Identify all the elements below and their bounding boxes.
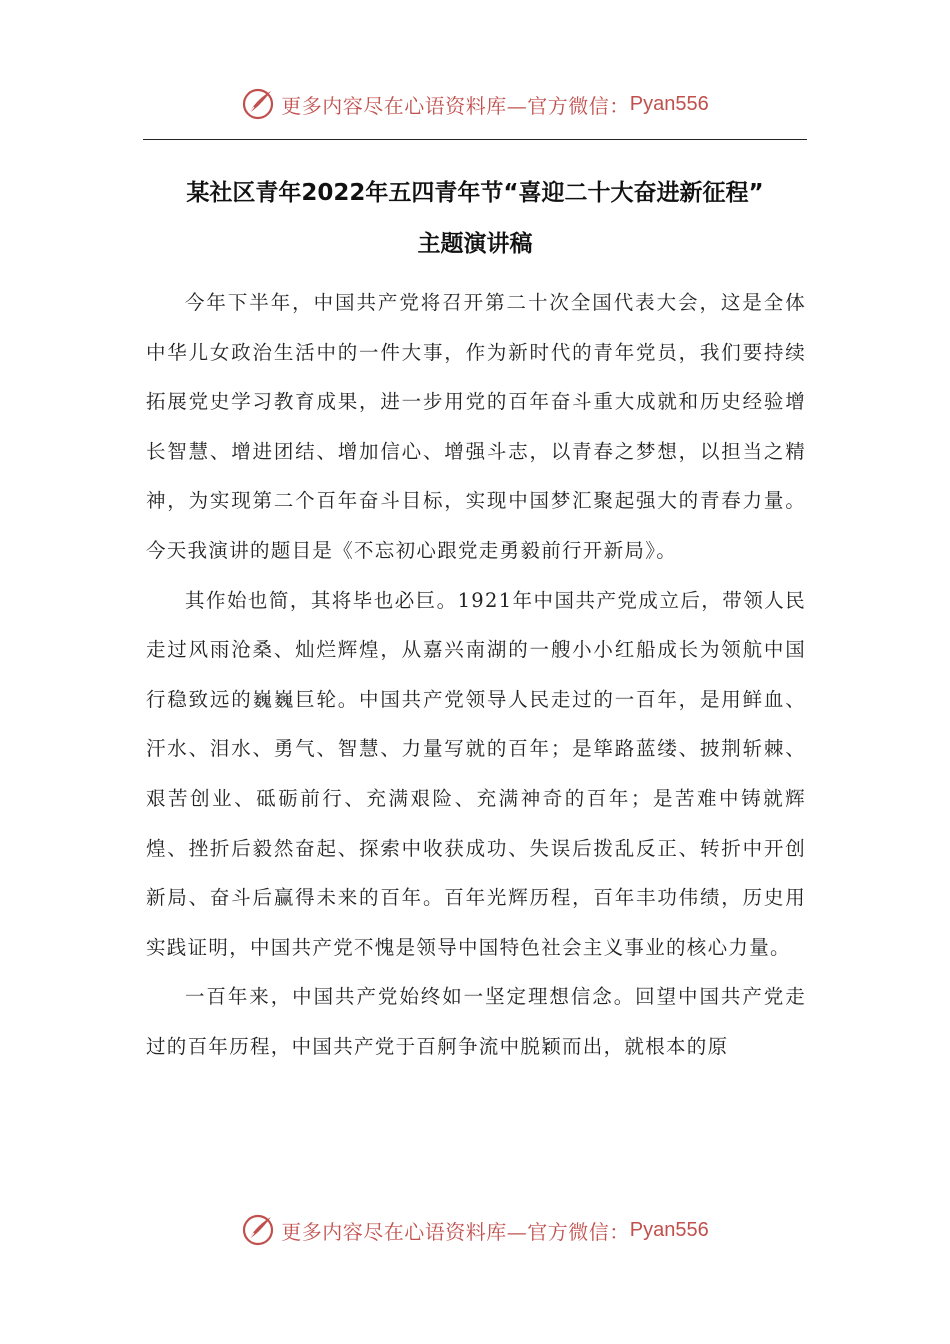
document-body <box>146 278 806 1072</box>
footer-banner <box>0 1210 950 1250</box>
header-banner-text: 更多内容尽在心语资料库—官方微信： <box>281 93 630 118</box>
document-title <box>130 168 820 270</box>
paragraph-2: 其作始也简，其将毕也必巨。1921年中国共产党成立后，带领人民走过风雨沧桑、灿烂辉煌，从嘉兴南湖的一艘小小红船成长为领航中国行稳致远的巍巍巨轮。中国共产党领导人民走过的一百年，是用鲜血、汗水、泪水、勇气、智慧、力量写就的百年；是筚路蓝缕、披荆斩棘、艰苦创业、砥砺前行、充满艰险、充满神奇的百年；是苦难中铸就辉煌、挫折后毅然奋起、探索中收获成功、失误后拨乱反正、转折中开创新局、奋斗后赢得未来的百年。百年光辉历程，百年丰功伟绩，历史用实践证明，中国共产党不愧是领导中国特色社会主义事业的核心力量。 <box>146 588 806 959</box>
title-line-1: 某社区青年2022年五四青年节“喜迎二十大奋进新征程” <box>186 180 764 206</box>
header-divider <box>143 139 807 140</box>
footer-wechat-id: Pyan556 <box>629 1218 709 1241</box>
header-wechat-id: Pyan556 <box>629 92 709 115</box>
paragraph-1: 今年下半年，中国共产党将召开第二十次全国代表大会，这是全体中华儿女政治生活中的一件大事，作为新时代的青年党员，我们要持续拓展党史学习教育成果，进一步用党的百年奋斗重大成就和历史经验增长智慧、增进团结、增加信心、增强斗志，以青春之梦想，以担当之精神，为实现第二个百年奋斗目标，实现中国梦汇聚起强大的青春力量。今天我演讲的题目是《不忘初心跟党走勇毅前行开新局》。 <box>146 291 806 562</box>
quill-logo-icon <box>241 1213 275 1247</box>
footer-banner-text: 更多内容尽在心语资料库—官方微信： <box>281 1219 630 1244</box>
header-banner <box>0 84 950 124</box>
paragraph-3: 一百年来，中国共产党始终如一坚定理想信念。回望中国共产党走过的百年历程，中国共产党于百舸争流中脱颖而出，就根本的原 <box>146 985 806 1058</box>
quill-logo-icon <box>241 87 275 121</box>
title-line-2: 主题演讲稿 <box>417 231 533 257</box>
